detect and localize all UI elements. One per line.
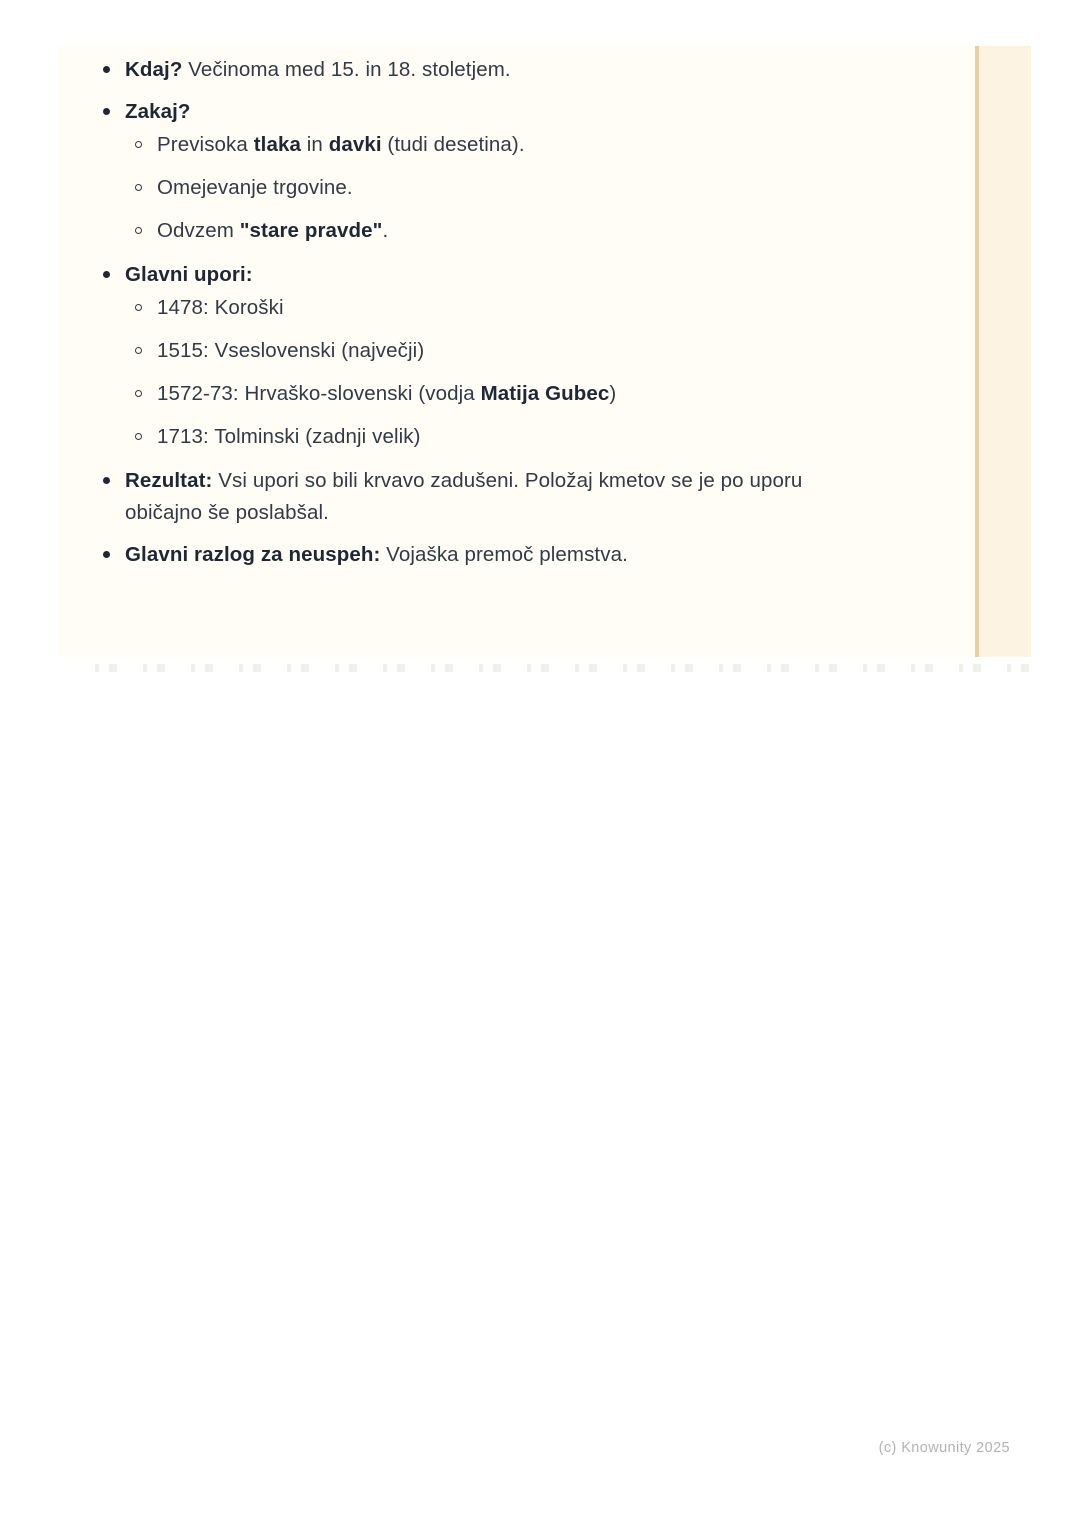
circle-bullet-icon [135, 141, 142, 148]
bold-text: Rezultat: [125, 469, 213, 492]
bold-text: Glavni upori: [125, 263, 253, 286]
text: Previsoka [157, 133, 254, 156]
sub-list-item [157, 172, 847, 204]
text: . [382, 219, 389, 242]
list-item [125, 54, 847, 86]
disc-bullet-icon [103, 271, 110, 278]
note-card [58, 46, 1031, 657]
text: Vojaška premoč plemstva. [380, 543, 628, 566]
circle-bullet-icon [135, 390, 142, 397]
side-panel [979, 46, 1031, 657]
text: 1572-73: Hrvaško-slovenski (vodja [157, 382, 481, 405]
disc-bullet-icon [103, 108, 110, 115]
text: (tudi desetina). [381, 133, 525, 156]
circle-bullet-icon [135, 347, 142, 354]
text: in [300, 133, 329, 156]
sub-list-item [157, 215, 847, 247]
text: 1478: Koroški [157, 296, 284, 319]
text: Večinoma med 15. in 18. stoletjem. [182, 58, 511, 81]
list-item [125, 539, 847, 571]
note-content [125, 54, 847, 571]
circle-bullet-icon [135, 184, 142, 191]
sub-list-item [157, 292, 847, 324]
disc-bullet-icon [103, 551, 110, 558]
bold-text: Glavni razlog za neuspeh: [125, 543, 381, 566]
sub-list-item [157, 129, 847, 161]
sub-list [157, 129, 847, 247]
circle-bullet-icon [135, 304, 142, 311]
copyright-watermark: (c) Knowunity 2025 [878, 1440, 1010, 1456]
bold-text: Zakaj? [125, 100, 191, 123]
text: 1515: Vseslovenski (največji) [157, 339, 425, 362]
text: Omejevanje trgovine. [157, 176, 353, 199]
text: Odvzem [157, 219, 240, 242]
text: ) [609, 382, 617, 405]
disc-bullet-icon [103, 477, 110, 484]
bold-text: Kdaj? [125, 58, 183, 81]
list-item [125, 465, 847, 529]
sub-list-item [157, 378, 847, 410]
text: 1713: Tolminski (zadnji velik) [157, 425, 421, 448]
page-break-divider [95, 664, 1035, 672]
sub-list-item [157, 335, 847, 367]
sub-list-item [157, 421, 847, 453]
bold-text: davki [328, 133, 382, 156]
list-item [125, 96, 847, 247]
circle-bullet-icon [135, 433, 142, 440]
bold-text: "stare pravde" [239, 219, 383, 242]
notes-list [125, 54, 847, 571]
disc-bullet-icon [103, 66, 110, 73]
text: Vsi upori so bili krvavo zadušeni. Položaj kmetov se je po uporu običajno še poslabšal. [125, 469, 803, 524]
bold-text: tlaka [253, 133, 301, 156]
list-item [125, 259, 847, 453]
circle-bullet-icon [135, 227, 142, 234]
sub-list [157, 292, 847, 453]
bold-text: Matija Gubec [480, 382, 610, 405]
